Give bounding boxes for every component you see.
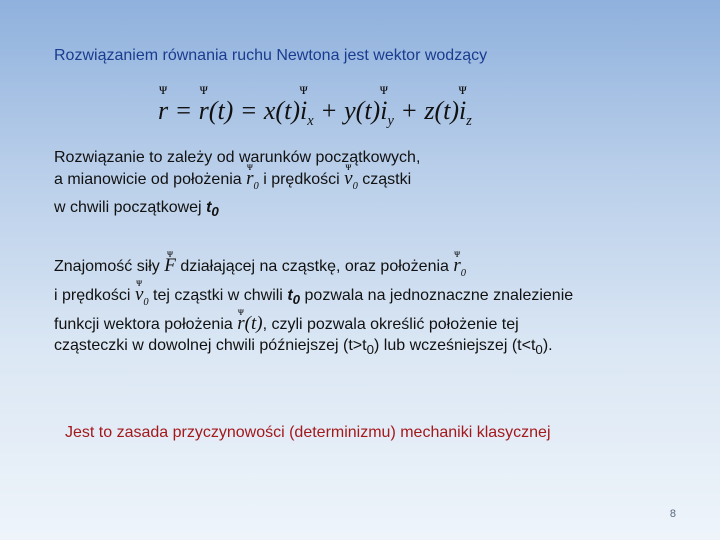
- para2-line3: [54, 313, 573, 335]
- unit-vector-iy: ᴪ i: [380, 96, 387, 126]
- para2-l3-a: funkcji wektora położenia: [54, 315, 233, 333]
- unit-vector-ix: ᴪ i: [300, 96, 307, 126]
- para1-line3-a: w chwili początkowej: [54, 198, 202, 216]
- t0-base: t: [206, 198, 212, 216]
- initial-conditions-paragraph: [54, 147, 420, 222]
- page-number: 8: [669, 508, 676, 520]
- para2-l2-c: pozwala na jednoznaczne znalezienie: [304, 286, 574, 304]
- z-component: z(t): [424, 96, 460, 125]
- para1-line1: Rozwiązanie to zależy od warunków początkowych,: [54, 149, 421, 166]
- time-arg: (t): [208, 96, 234, 125]
- para2-l4-c: ).: [542, 336, 553, 354]
- vector-r-lhs: ᴪ r: [158, 96, 168, 126]
- para2-line2: [54, 284, 573, 313]
- para2-l3-b: , czyli pozwala określić położenie tej: [262, 315, 519, 333]
- x-component: x(t): [263, 96, 300, 125]
- initial-time-symbol-2: [287, 286, 301, 307]
- rt-base: ᴪ r: [237, 313, 244, 334]
- plus-sign-1: +: [320, 96, 338, 125]
- unit-vector-iz: ᴪ i: [459, 96, 466, 126]
- subscript-x: x: [307, 113, 314, 130]
- para2-l4-sub1: 0: [366, 341, 374, 357]
- causality-principle-statement: Jest to zasada przyczynowości (determinizmu) mechaniki klasycznej: [65, 424, 551, 441]
- para2-line1: [54, 255, 573, 284]
- force-base: ᴪ F: [164, 255, 176, 276]
- para2-l4-b: ) lub wcześniejszej (t<t: [374, 336, 536, 354]
- initial-position-symbol: [246, 168, 259, 197]
- rt-arg: (t): [244, 312, 263, 334]
- para2-l4-a: cząsteczki w dowolnej chwili późniejszej (t>t: [54, 336, 367, 354]
- position-function-symbol: [237, 313, 262, 334]
- initial-position-symbol-2: [453, 255, 466, 284]
- para1-line3: [54, 197, 420, 222]
- v0-base: ᴪ v: [344, 168, 352, 189]
- v0-subscript: 0: [352, 180, 358, 192]
- r0-subscript: 0: [253, 180, 259, 192]
- r0-base: ᴪ r: [246, 168, 253, 189]
- para2-l1-b: działającej na cząstkę, oraz położenia: [180, 258, 449, 275]
- r0-base-2: ᴪ r: [453, 255, 460, 276]
- para1-line2: [54, 168, 420, 197]
- initial-time-symbol: [206, 198, 219, 219]
- para2-line4: [54, 335, 573, 360]
- v0-subscript-2: 0: [143, 296, 149, 308]
- subscript-y: y: [387, 113, 394, 130]
- initial-velocity-symbol: [344, 168, 358, 197]
- vector-r-rhs: ᴪ r: [199, 96, 209, 126]
- para1-line2-a: a mianowicie od położenia: [54, 171, 242, 188]
- para2-l2-a: i prędkości: [54, 286, 131, 304]
- para2-l2-b: tej cząstki w chwili: [153, 286, 283, 304]
- para1-line2-c: cząstki: [362, 171, 412, 188]
- plus-sign-2: +: [400, 96, 418, 125]
- t0-subscript: 0: [211, 203, 219, 219]
- v0-base-2: ᴪ v: [135, 284, 143, 305]
- para1-line2-b: i prędkości: [263, 171, 340, 188]
- para2-l1-a: Znajomość siły: [54, 258, 160, 275]
- t0-base-2: t: [287, 286, 293, 304]
- determinism-paragraph: [54, 255, 573, 360]
- initial-velocity-symbol-2: [135, 284, 149, 313]
- equals-sign: =: [174, 96, 193, 125]
- position-vector-equation: [158, 96, 472, 130]
- y-component: y(t): [344, 96, 381, 125]
- subscript-z: z: [466, 113, 472, 130]
- force-symbol: [164, 255, 176, 276]
- t0-subscript-2: 0: [292, 291, 301, 307]
- slide-title: Rozwiązaniem równania ruchu Newtona jest wektor wodzący: [54, 47, 488, 64]
- equals-sign-2: =: [239, 96, 258, 125]
- r0-subscript-2: 0: [460, 267, 467, 279]
- para2-l4-sub2: 0: [535, 341, 543, 357]
